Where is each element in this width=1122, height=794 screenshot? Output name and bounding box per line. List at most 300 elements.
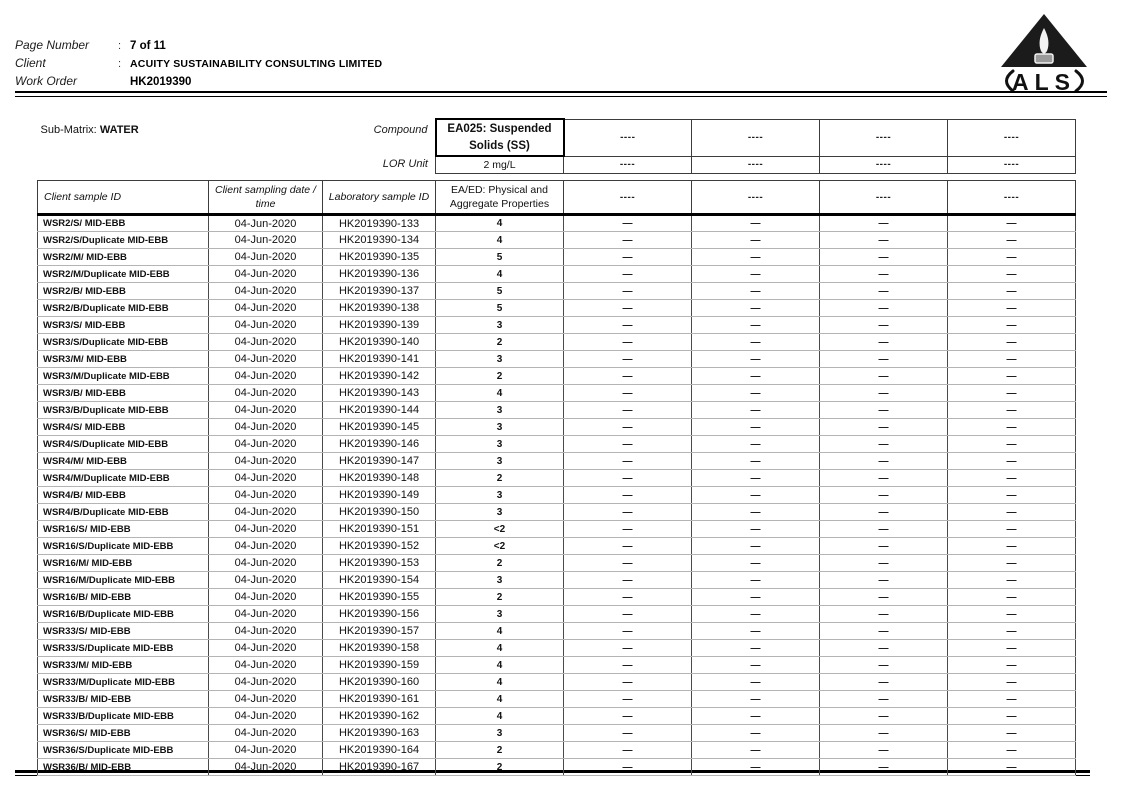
empty-result-cell: — (564, 640, 692, 657)
empty-result-cell: — (564, 283, 692, 300)
sample-row (38, 742, 1076, 759)
lab-sample-id-cell: HK2019390-150 (323, 504, 436, 521)
empty-result-cell: — (564, 657, 692, 674)
sampling-date-cell: 04-Jun-2020 (209, 623, 323, 640)
empty-result-cell: — (692, 266, 820, 283)
lab-sample-id-cell: HK2019390-141 (323, 351, 436, 368)
lab-sample-id-cell: HK2019390-148 (323, 470, 436, 487)
empty-lor-cell: ---- (948, 156, 1076, 173)
method-header-cell: EA/ED: Physical and Aggregate Properties (436, 180, 564, 214)
empty-result-cell: — (692, 300, 820, 317)
ss-value-cell: 3 (436, 317, 564, 334)
empty-result-cell: — (948, 215, 1076, 232)
lab-sample-id-cell: HK2019390-167 (323, 759, 436, 776)
client-sample-id-cell: WSR4/S/ MID-EBB (38, 419, 209, 436)
empty-result-cell: — (692, 674, 820, 691)
page-number-row (15, 38, 975, 56)
empty-result-cell: — (820, 470, 948, 487)
empty-result-cell: — (820, 708, 948, 725)
sample-row (38, 266, 1076, 283)
client-sample-id-cell: WSR16/B/ MID-EBB (38, 589, 209, 606)
ss-value-cell: 3 (436, 572, 564, 589)
empty-result-cell: — (692, 691, 820, 708)
empty-result-cell: — (948, 623, 1076, 640)
empty-result-cell: — (564, 402, 692, 419)
sample-row (38, 232, 1076, 249)
ss-value-cell: 3 (436, 487, 564, 504)
client-sample-id-cell: WSR33/M/Duplicate MID-EBB (38, 674, 209, 691)
lab-sample-id-cell: HK2019390-144 (323, 402, 436, 419)
empty-result-cell: — (820, 436, 948, 453)
sample-row (38, 453, 1076, 470)
empty-result-cell: — (564, 725, 692, 742)
lab-sample-id-cell: HK2019390-140 (323, 334, 436, 351)
work-order-label: Work Order (15, 74, 78, 88)
empty-result-cell: — (820, 521, 948, 538)
client-sample-id-cell: WSR16/M/Duplicate MID-EBB (38, 572, 209, 589)
sampling-date-cell: 04-Jun-2020 (209, 351, 323, 368)
sampling-date-cell: 04-Jun-2020 (209, 317, 323, 334)
empty-result-cell: — (948, 725, 1076, 742)
lab-sample-id-cell: HK2019390-158 (323, 640, 436, 657)
empty-result-cell: — (564, 351, 692, 368)
sample-row (38, 436, 1076, 453)
lab-sample-id-cell: HK2019390-162 (323, 708, 436, 725)
work-order-value: HK2019390 (130, 76, 192, 88)
client-sample-id-cell: WSR2/B/ MID-EBB (38, 283, 209, 300)
ss-value-cell: 4 (436, 266, 564, 283)
empty-result-cell: — (692, 232, 820, 249)
sample-row (38, 538, 1076, 555)
empty-result-cell: — (692, 708, 820, 725)
empty-result-cell: — (948, 419, 1076, 436)
sample-row (38, 572, 1076, 589)
empty-result-cell: — (564, 249, 692, 266)
sampling-date-cell: 04-Jun-2020 (209, 266, 323, 283)
sample-row (38, 215, 1076, 232)
empty-result-cell: — (948, 742, 1076, 759)
lab-sample-id-cell: HK2019390-133 (323, 215, 436, 232)
empty-result-cell: — (692, 725, 820, 742)
empty-result-cell: — (692, 623, 820, 640)
lab-sample-id-cell: HK2019390-143 (323, 385, 436, 402)
lab-sample-id-cell: HK2019390-134 (323, 232, 436, 249)
compound-label: Compound (323, 119, 436, 156)
empty-result-cell: — (564, 623, 692, 640)
sampling-date-cell: 04-Jun-2020 (209, 300, 323, 317)
ss-value-cell: 4 (436, 708, 564, 725)
sample-row (38, 606, 1076, 623)
lab-sample-id-cell: HK2019390-155 (323, 589, 436, 606)
empty-result-cell: — (820, 385, 948, 402)
empty-result-cell: — (692, 589, 820, 606)
empty-result-cell: — (692, 453, 820, 470)
empty-result-cell: — (692, 317, 820, 334)
empty-result-cell: — (820, 589, 948, 606)
sampling-date-cell: 04-Jun-2020 (209, 725, 323, 742)
ss-value-cell: <2 (436, 538, 564, 555)
empty-result-cell: — (820, 606, 948, 623)
empty-result-cell: — (948, 487, 1076, 504)
sample-row (38, 487, 1076, 504)
empty-result-cell: — (564, 538, 692, 555)
sampling-date-cell: 04-Jun-2020 (209, 555, 323, 572)
empty-result-cell: — (692, 555, 820, 572)
sample-row (38, 674, 1076, 691)
empty-compound-cell: ---- (692, 119, 820, 156)
empty-result-cell: — (820, 402, 948, 419)
client-sample-id-cell: WSR33/S/Duplicate MID-EBB (38, 640, 209, 657)
client-sample-id-cell: WSR2/M/ MID-EBB (38, 249, 209, 266)
lab-sample-id-cell: HK2019390-157 (323, 623, 436, 640)
empty-result-cell: — (564, 470, 692, 487)
sampling-date-cell: 04-Jun-2020 (209, 589, 323, 606)
sample-row (38, 657, 1076, 674)
empty-result-cell: — (948, 708, 1076, 725)
empty-result-cell: — (820, 759, 948, 776)
lab-sample-id-cell: HK2019390-163 (323, 725, 436, 742)
empty-compound-cell: ---- (948, 119, 1076, 156)
lab-sample-id-cell: HK2019390-160 (323, 674, 436, 691)
client-sample-id-cell: WSR2/B/Duplicate MID-EBB (38, 300, 209, 317)
empty-result-cell: — (692, 470, 820, 487)
ss-value-cell: 3 (436, 504, 564, 521)
client-sample-id-cell: WSR4/M/ MID-EBB (38, 453, 209, 470)
sampling-date-cell: 04-Jun-2020 (209, 606, 323, 623)
sample-row (38, 351, 1076, 368)
client-sample-id-cell: WSR16/S/ MID-EBB (38, 521, 209, 538)
empty-compound-cell: ---- (564, 119, 692, 156)
sampling-date-cell: 04-Jun-2020 (209, 538, 323, 555)
empty-result-cell: — (820, 453, 948, 470)
empty-result-cell: — (948, 232, 1076, 249)
client-sample-id-cell: WSR2/S/Duplicate MID-EBB (38, 232, 209, 249)
sample-row (38, 368, 1076, 385)
empty-result-cell: — (564, 674, 692, 691)
sampling-date-cell: 04-Jun-2020 (209, 759, 323, 776)
empty-method-cell: ---- (564, 180, 692, 214)
lab-sample-id-cell: HK2019390-156 (323, 606, 436, 623)
sampling-date-cell: 04-Jun-2020 (209, 436, 323, 453)
sampling-date-cell: 04-Jun-2020 (209, 453, 323, 470)
sub-matrix (38, 119, 209, 156)
empty-result-cell: — (564, 334, 692, 351)
empty-result-cell: — (564, 521, 692, 538)
empty-result-cell: — (820, 334, 948, 351)
empty-result-cell: — (692, 419, 820, 436)
lab-sample-id-header: Laboratory sample ID (323, 180, 436, 214)
lab-sample-id-cell: HK2019390-153 (323, 555, 436, 572)
lor-unit-row (38, 156, 1076, 173)
empty-method-cell: ---- (692, 180, 820, 214)
client-sample-id-cell: WSR2/S/ MID-EBB (38, 215, 209, 232)
empty-result-cell: — (948, 572, 1076, 589)
sampling-date-cell: 04-Jun-2020 (209, 249, 323, 266)
empty-result-cell: — (564, 436, 692, 453)
sample-row (38, 504, 1076, 521)
client-label: Client (15, 56, 46, 70)
ss-value-cell: 5 (436, 300, 564, 317)
client-sample-id-cell: WSR3/M/Duplicate MID-EBB (38, 368, 209, 385)
sample-row (38, 623, 1076, 640)
client-sample-id-header: Client sample ID (38, 180, 209, 214)
empty-result-cell: — (820, 538, 948, 555)
empty-result-cell: — (692, 521, 820, 538)
empty-result-cell: — (564, 708, 692, 725)
client-colon: : (118, 58, 122, 70)
empty-result-cell: — (948, 759, 1076, 776)
sampling-date-cell: 04-Jun-2020 (209, 708, 323, 725)
ss-value-cell: 2 (436, 334, 564, 351)
empty-result-cell: — (948, 351, 1076, 368)
ss-value-cell: 2 (436, 742, 564, 759)
client-sample-id-cell: WSR3/B/ MID-EBB (38, 385, 209, 402)
client-sample-id-cell: WSR4/B/ MID-EBB (38, 487, 209, 504)
empty-result-cell: — (948, 334, 1076, 351)
empty-result-cell: — (820, 742, 948, 759)
lab-sample-id-cell: HK2019390-164 (323, 742, 436, 759)
empty-result-cell: — (948, 538, 1076, 555)
lab-sample-id-cell: HK2019390-136 (323, 266, 436, 283)
empty-result-cell: — (692, 385, 820, 402)
empty-result-cell: — (692, 249, 820, 266)
lab-sample-id-cell: HK2019390-147 (323, 453, 436, 470)
ss-value-cell: 2 (436, 589, 564, 606)
empty-result-cell: — (948, 266, 1076, 283)
client-sample-id-cell: WSR4/S/Duplicate MID-EBB (38, 436, 209, 453)
sample-row (38, 589, 1076, 606)
ss-value-cell: 4 (436, 674, 564, 691)
empty-result-cell: — (948, 691, 1076, 708)
sample-row (38, 317, 1076, 334)
sampling-date-cell: 04-Jun-2020 (209, 572, 323, 589)
ss-value-cell: 4 (436, 623, 564, 640)
work-order-row (15, 74, 975, 92)
empty-result-cell: — (692, 504, 820, 521)
empty-result-cell: — (692, 606, 820, 623)
empty-result-cell: — (692, 436, 820, 453)
empty-result-cell: — (564, 572, 692, 589)
header-gap-row (38, 173, 1076, 180)
empty-result-cell: — (948, 555, 1076, 572)
empty-result-cell: — (820, 266, 948, 283)
empty-result-cell: — (564, 555, 692, 572)
lab-sample-id-cell: HK2019390-142 (323, 368, 436, 385)
compound-header-row (38, 119, 1076, 156)
sampling-date-cell: 04-Jun-2020 (209, 232, 323, 249)
client-sample-id-cell: WSR16/M/ MID-EBB (38, 555, 209, 572)
client-sample-id-cell: WSR33/M/ MID-EBB (38, 657, 209, 674)
empty-method-cell: ---- (948, 180, 1076, 214)
empty-method-cell: ---- (820, 180, 948, 214)
column-header-row (38, 180, 1076, 214)
empty-result-cell: — (948, 385, 1076, 402)
client-sample-id-cell: WSR36/B/ MID-EBB (38, 759, 209, 776)
lor-unit-label: LOR Unit (323, 156, 436, 173)
sample-row (38, 402, 1076, 419)
sampling-date-cell: 04-Jun-2020 (209, 283, 323, 300)
client-sample-id-cell: WSR33/B/Duplicate MID-EBB (38, 708, 209, 725)
ss-value-cell: 3 (436, 436, 564, 453)
lab-sample-id-cell: HK2019390-151 (323, 521, 436, 538)
empty-result-cell: — (692, 351, 820, 368)
empty-result-cell: — (948, 521, 1076, 538)
als-logo (987, 10, 1102, 94)
client-sample-id-cell: WSR33/B/ MID-EBB (38, 691, 209, 708)
empty-result-cell: — (564, 453, 692, 470)
client-value: ACUITY SUSTAINABILITY CONSULTING LIMITED (130, 58, 383, 70)
header-divider-rule (15, 91, 1107, 97)
ss-value-cell: 4 (436, 640, 564, 657)
lor-unit-value-cell: 2 mg/L (436, 156, 564, 173)
client-sample-id-cell: WSR4/M/Duplicate MID-EBB (38, 470, 209, 487)
client-sample-id-cell: WSR16/B/Duplicate MID-EBB (38, 606, 209, 623)
empty-result-cell: — (820, 674, 948, 691)
empty-result-cell: — (820, 555, 948, 572)
empty-result-cell: — (820, 623, 948, 640)
client-sample-id-cell: WSR3/S/ MID-EBB (38, 317, 209, 334)
sampling-date-cell: 04-Jun-2020 (209, 215, 323, 232)
sample-table-body (38, 215, 1076, 776)
empty-result-cell: — (564, 368, 692, 385)
sample-row (38, 555, 1076, 572)
ss-value-cell: 5 (436, 249, 564, 266)
empty-result-cell: — (820, 317, 948, 334)
empty-result-cell: — (820, 283, 948, 300)
client-sample-id-cell: WSR36/S/ MID-EBB (38, 725, 209, 742)
empty-result-cell: — (564, 504, 692, 521)
empty-result-cell: — (692, 538, 820, 555)
empty-result-cell: — (948, 249, 1076, 266)
sampling-date-cell: 04-Jun-2020 (209, 368, 323, 385)
empty-result-cell: — (820, 657, 948, 674)
sampling-date-cell: 04-Jun-2020 (209, 419, 323, 436)
empty-lor-cell: ---- (692, 156, 820, 173)
empty-result-cell: — (820, 419, 948, 436)
client-sample-id-cell: WSR36/S/Duplicate MID-EBB (38, 742, 209, 759)
empty-result-cell: — (948, 589, 1076, 606)
sampling-date-cell: 04-Jun-2020 (209, 504, 323, 521)
sampling-date-cell: 04-Jun-2020 (209, 691, 323, 708)
empty-result-cell: — (948, 436, 1076, 453)
client-sample-id-cell: WSR33/S/ MID-EBB (38, 623, 209, 640)
empty-result-cell: — (948, 300, 1076, 317)
sample-row (38, 283, 1076, 300)
empty-result-cell: — (564, 759, 692, 776)
sample-row (38, 691, 1076, 708)
ss-value-cell: 2 (436, 368, 564, 385)
logo-text: ALS (1012, 69, 1076, 94)
empty-result-cell: — (820, 487, 948, 504)
page-header (15, 38, 975, 92)
empty-result-cell: — (564, 606, 692, 623)
sampling-date-cell: 04-Jun-2020 (209, 521, 323, 538)
lab-sample-id-cell: HK2019390-149 (323, 487, 436, 504)
empty-result-cell: — (692, 487, 820, 504)
empty-lor-cell: ---- (564, 156, 692, 173)
empty-result-cell: — (564, 215, 692, 232)
empty-result-cell: — (692, 215, 820, 232)
empty-result-cell: — (564, 385, 692, 402)
ss-value-cell: 3 (436, 351, 564, 368)
empty-result-cell: — (564, 266, 692, 283)
ss-value-cell: 4 (436, 232, 564, 249)
lab-sample-id-cell: HK2019390-145 (323, 419, 436, 436)
lab-sample-id-cell: HK2019390-135 (323, 249, 436, 266)
ss-value-cell: 3 (436, 453, 564, 470)
empty-result-cell: — (564, 691, 692, 708)
lab-sample-id-cell: HK2019390-159 (323, 657, 436, 674)
sample-row (38, 334, 1076, 351)
sampling-date-cell: 04-Jun-2020 (209, 402, 323, 419)
empty-result-cell: — (564, 317, 692, 334)
lab-sample-id-cell: HK2019390-137 (323, 283, 436, 300)
empty-lor-cell: ---- (820, 156, 948, 173)
sample-row (38, 419, 1076, 436)
ss-value-cell: 3 (436, 606, 564, 623)
sample-row (38, 759, 1076, 776)
ss-value-cell: 4 (436, 657, 564, 674)
empty-result-cell: — (692, 334, 820, 351)
empty-result-cell: — (820, 691, 948, 708)
ss-value-cell: 4 (436, 385, 564, 402)
client-sample-id-cell: WSR2/M/Duplicate MID-EBB (38, 266, 209, 283)
client-sample-id-cell: WSR16/S/Duplicate MID-EBB (38, 538, 209, 555)
sample-row (38, 708, 1076, 725)
client-sample-id-cell: WSR4/B/Duplicate MID-EBB (38, 504, 209, 521)
empty-result-cell: — (820, 640, 948, 657)
empty-result-cell: — (692, 759, 820, 776)
empty-result-cell: — (692, 657, 820, 674)
empty-result-cell: — (820, 504, 948, 521)
sample-row (38, 300, 1076, 317)
sampling-date-cell: 04-Jun-2020 (209, 674, 323, 691)
ss-value-cell: <2 (436, 521, 564, 538)
client-row (15, 56, 975, 74)
ss-value-cell: 3 (436, 402, 564, 419)
empty-result-cell: — (948, 402, 1076, 419)
empty-result-cell: — (692, 283, 820, 300)
empty-result-cell: — (820, 249, 948, 266)
empty-result-cell: — (948, 674, 1076, 691)
empty-result-cell: — (948, 453, 1076, 470)
empty-result-cell: — (564, 300, 692, 317)
empty-result-cell: — (692, 742, 820, 759)
logo-right-paren-icon (1076, 71, 1083, 91)
sub-matrix-value: WATER (99, 124, 139, 136)
ss-value-cell: 5 (436, 283, 564, 300)
ss-value-cell: 3 (436, 419, 564, 436)
sample-row (38, 521, 1076, 538)
lab-sample-id-cell: HK2019390-139 (323, 317, 436, 334)
sampling-date-cell: 04-Jun-2020 (209, 657, 323, 674)
empty-result-cell: — (820, 368, 948, 385)
client-sample-id-cell: WSR3/M/ MID-EBB (38, 351, 209, 368)
lab-sample-id-cell: HK2019390-154 (323, 572, 436, 589)
empty-result-cell: — (948, 640, 1076, 657)
empty-result-cell: — (692, 572, 820, 589)
sample-row (38, 725, 1076, 742)
empty-result-cell: — (564, 419, 692, 436)
ss-value-cell: 2 (436, 759, 564, 776)
lab-sample-id-cell: HK2019390-138 (323, 300, 436, 317)
compound-title-cell: EA025: Suspended Solids (SS) (436, 119, 564, 156)
results-table (37, 118, 1076, 776)
sample-row (38, 470, 1076, 487)
empty-result-cell: — (692, 640, 820, 657)
empty-result-cell: — (820, 572, 948, 589)
sample-row (38, 640, 1076, 657)
